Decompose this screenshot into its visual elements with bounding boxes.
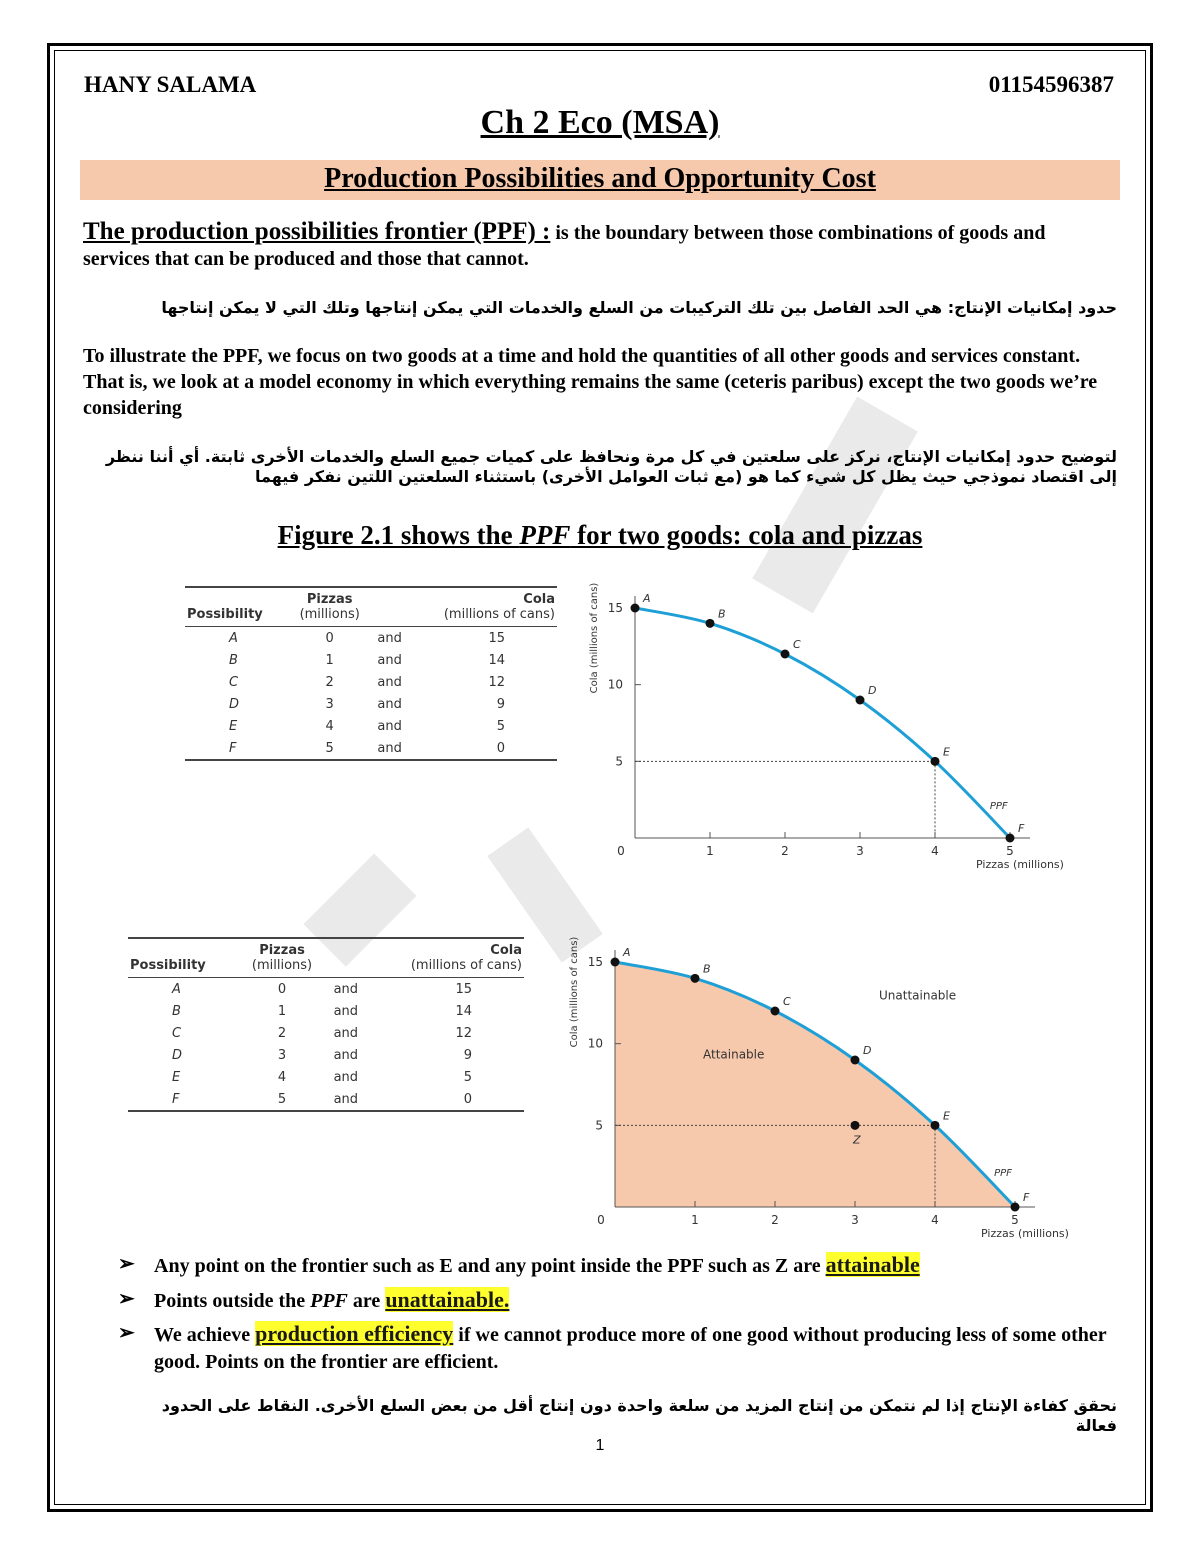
table-cell: and bbox=[333, 1003, 359, 1019]
y-tick-label: 5 bbox=[615, 754, 623, 769]
point-label: B bbox=[703, 962, 711, 976]
table-row bbox=[185, 649, 557, 671]
x-tick-label: 3 bbox=[856, 844, 864, 858]
data-point bbox=[851, 1121, 860, 1130]
x-tick-label: 2 bbox=[781, 844, 789, 858]
figure-title-em: PPF bbox=[519, 520, 571, 550]
illustrate-paragraph: To illustrate the PPF, we focus on two goods at a time and hold the quantities of all other goods and services constant. That is, we look at a model economy in which everything remains the same (ceteris paribus) except the two goods we’re considering bbox=[83, 345, 1098, 419]
table-cell: F bbox=[128, 1088, 238, 1111]
highlight-production-efficiency: production efficiency bbox=[255, 1321, 454, 1346]
point-label: D bbox=[863, 1044, 872, 1057]
table-row bbox=[185, 715, 557, 737]
definition-arabic: حدود إمكانيات الإنتاج: هي الحد الفاصل بين تلك التركيبات من السلع والخدمات التي يمكن إنتاجها وتلك التي لا يمكن إنتاجها bbox=[161, 298, 1117, 317]
ppf-chart-2 bbox=[545, 925, 1069, 1245]
series-label: PPF bbox=[994, 1167, 1012, 1179]
x-tick-label: 3 bbox=[851, 1213, 859, 1227]
col-cola: Cola (millions of cans) bbox=[408, 587, 557, 627]
page-number: 1 bbox=[595, 1437, 605, 1454]
table-cell: 4 bbox=[325, 718, 334, 734]
table-cell: 5 bbox=[496, 718, 505, 734]
efficiency-arabic: نحقق كفاءة الإنتاج إذا لم نتمكن من إنتاج المزيد من سلعة واحدة دون إنتاج أقل من بعض السلع الأخرى. النقاط على الحدود فعالة bbox=[161, 1396, 1117, 1435]
data-point bbox=[706, 619, 715, 628]
highlight-attainable: attainable bbox=[825, 1252, 920, 1277]
data-point bbox=[856, 696, 865, 705]
table-cell: 1 bbox=[277, 1003, 287, 1019]
point-label: E bbox=[943, 1109, 950, 1123]
definition-term: The production possibilities frontier (PPF) : bbox=[83, 218, 551, 245]
highlight-unattainable: unattainable. bbox=[385, 1287, 510, 1312]
col-cola: Cola (millions of cans) bbox=[365, 938, 524, 978]
table-cell: 5 bbox=[288, 737, 371, 760]
table-cell: F bbox=[185, 737, 288, 760]
col-possibility: Possibility bbox=[128, 938, 238, 978]
point-label: B bbox=[718, 607, 726, 621]
data-point bbox=[851, 1056, 860, 1065]
table-cell: A bbox=[172, 981, 181, 997]
table-row bbox=[185, 627, 557, 650]
phone-number: 01154596387 bbox=[988, 72, 1114, 97]
table-cell: D bbox=[172, 1047, 183, 1063]
table-cell: E bbox=[172, 1069, 181, 1085]
arrow-bullet-icon: ➢ bbox=[118, 1288, 135, 1310]
data-point bbox=[611, 958, 620, 967]
data-point bbox=[781, 650, 790, 659]
x-tick-label: 0 bbox=[617, 844, 625, 858]
table-cell: D bbox=[229, 696, 240, 712]
y-axis-label: Cola (millions of cans) bbox=[569, 936, 580, 1048]
table-cell: and bbox=[333, 1047, 359, 1063]
figure-title-after: for two goods: cola and pizzas bbox=[570, 520, 923, 550]
ppf-table-1 bbox=[185, 586, 557, 761]
table-cell: 15 bbox=[455, 981, 472, 997]
data-point bbox=[631, 604, 640, 613]
y-tick-label: 5 bbox=[595, 1118, 603, 1133]
arrow-bullet-icon: ➢ bbox=[118, 1253, 135, 1275]
table-cell: and bbox=[377, 718, 402, 734]
data-point bbox=[1006, 834, 1015, 843]
y-tick-label: 10 bbox=[607, 677, 623, 692]
table-cell: E bbox=[229, 718, 238, 734]
data-point bbox=[691, 974, 700, 983]
table-cell: C bbox=[229, 674, 239, 690]
region-label-attainable: Attainable bbox=[703, 1047, 765, 1062]
table-cell: 4 bbox=[277, 1069, 287, 1085]
point-label: F bbox=[1023, 1191, 1030, 1204]
table-cell: 0 bbox=[408, 737, 557, 760]
x-tick-label: 5 bbox=[1006, 844, 1014, 858]
table-row bbox=[185, 693, 557, 715]
col-possibility: Possibility bbox=[185, 587, 288, 627]
table-cell: 0 bbox=[277, 981, 287, 997]
table-cell: 14 bbox=[455, 1003, 472, 1019]
x-tick-label: 1 bbox=[691, 1213, 699, 1227]
table-row bbox=[185, 671, 557, 693]
table-cell: 12 bbox=[455, 1025, 472, 1041]
col-gap bbox=[371, 587, 408, 627]
table-cell: and bbox=[377, 696, 402, 712]
table-row bbox=[128, 978, 524, 1001]
x-tick-label: 4 bbox=[931, 844, 939, 858]
table-cell: and bbox=[377, 674, 402, 690]
ppf-table-2 bbox=[128, 937, 524, 1112]
table-cell: C bbox=[172, 1025, 182, 1041]
table-cell: 14 bbox=[488, 652, 505, 668]
ppf-curve bbox=[635, 608, 1010, 838]
table-cell: and bbox=[377, 652, 402, 668]
col-gap bbox=[326, 938, 365, 978]
table-cell: 2 bbox=[325, 674, 334, 690]
data-point bbox=[931, 757, 940, 766]
definition-text: is the boundary between those combinations of goods and services that can be produced and those that cannot. bbox=[83, 222, 1046, 270]
table-cell: A bbox=[229, 630, 238, 646]
table-row bbox=[128, 1044, 524, 1066]
section-title: Production Possibilities and Opportunity Cost bbox=[324, 163, 876, 194]
data-point bbox=[1011, 1203, 1020, 1212]
page-title: Ch 2 Eco (MSA) bbox=[480, 104, 720, 141]
table-cell: 12 bbox=[488, 674, 505, 690]
definition-paragraph bbox=[83, 219, 1117, 272]
x-tick-label: 4 bbox=[931, 1213, 939, 1227]
point-label: C bbox=[793, 638, 801, 651]
table-row bbox=[128, 1066, 524, 1088]
table-cell: B bbox=[229, 652, 238, 668]
table-cell: and bbox=[333, 981, 359, 997]
table-row bbox=[185, 737, 557, 760]
col-pizzas: Pizzas (millions) bbox=[288, 587, 371, 627]
table-cell: 9 bbox=[463, 1047, 472, 1063]
author-name: HANY SALAMA bbox=[84, 72, 257, 97]
table-row bbox=[128, 1088, 524, 1111]
ppf-chart-1 bbox=[570, 575, 1064, 871]
table-body bbox=[128, 978, 524, 1112]
table-cell: and bbox=[377, 630, 402, 646]
point-label: F bbox=[1018, 822, 1025, 835]
y-tick-label: 15 bbox=[607, 601, 623, 615]
point-label: D bbox=[868, 684, 877, 697]
x-axis-label: Pizzas (millions) bbox=[981, 1227, 1069, 1240]
y-axis-label: Cola (millions of cans) bbox=[589, 582, 600, 694]
x-tick-label: 5 bbox=[1011, 1213, 1019, 1227]
x-tick-label: 2 bbox=[771, 1213, 779, 1227]
illustrate-arabic: لتوضيح حدود إمكانيات الإنتاج، نركز على سلعتين في كل مرة ونحافظ على كميات جميع السلع والخدمات الأخرى ثابتة. أي أننا ننظر إلى اقتصاد نموذجي حيث يظل كل شيء كما هو (مع ثبات العوامل الأخرى) باستثناء السلعتين اللتين نفكر فيهما bbox=[105, 447, 1117, 486]
table-cell: 3 bbox=[325, 696, 334, 712]
table-cell: 0 bbox=[325, 630, 334, 646]
x-tick-label: 0 bbox=[597, 1213, 605, 1227]
table-cell: and bbox=[326, 1088, 365, 1111]
table-cell: and bbox=[333, 1069, 359, 1085]
table-cell: 9 bbox=[496, 696, 505, 712]
col-pizzas: Pizzas (millions) bbox=[238, 938, 326, 978]
table-cell: 15 bbox=[488, 630, 505, 646]
table-cell: 5 bbox=[463, 1069, 472, 1085]
point-label: A bbox=[623, 946, 631, 959]
table-body bbox=[185, 627, 557, 761]
point-label: E bbox=[943, 745, 950, 759]
table-cell: B bbox=[172, 1003, 181, 1019]
y-tick-label: 15 bbox=[587, 955, 603, 969]
table-row bbox=[128, 1022, 524, 1044]
x-tick-label: 1 bbox=[706, 844, 714, 858]
table-row bbox=[128, 1000, 524, 1022]
series-label: PPF bbox=[989, 800, 1008, 812]
table-cell: 2 bbox=[277, 1025, 287, 1041]
figure-title bbox=[0, 520, 1200, 551]
table-cell: and bbox=[371, 737, 408, 760]
table-cell: 5 bbox=[238, 1088, 326, 1111]
point-label: C bbox=[783, 995, 791, 1008]
x-axis-label: Pizzas (millions) bbox=[976, 858, 1064, 871]
point-label: A bbox=[643, 592, 651, 605]
point-label: Z bbox=[853, 1133, 861, 1147]
y-tick-label: 10 bbox=[587, 1036, 603, 1051]
table-cell: and bbox=[333, 1025, 359, 1041]
table-cell: 3 bbox=[277, 1047, 287, 1063]
data-point bbox=[931, 1121, 940, 1130]
arrow-bullet-icon: ➢ bbox=[118, 1322, 135, 1344]
table-cell: 1 bbox=[325, 652, 334, 668]
table-cell: 0 bbox=[365, 1088, 524, 1111]
region-label-unattainable: Unattainable bbox=[879, 988, 957, 1003]
data-point bbox=[771, 1007, 780, 1016]
figure-title-before: Figure 2.1 shows the bbox=[277, 520, 520, 550]
